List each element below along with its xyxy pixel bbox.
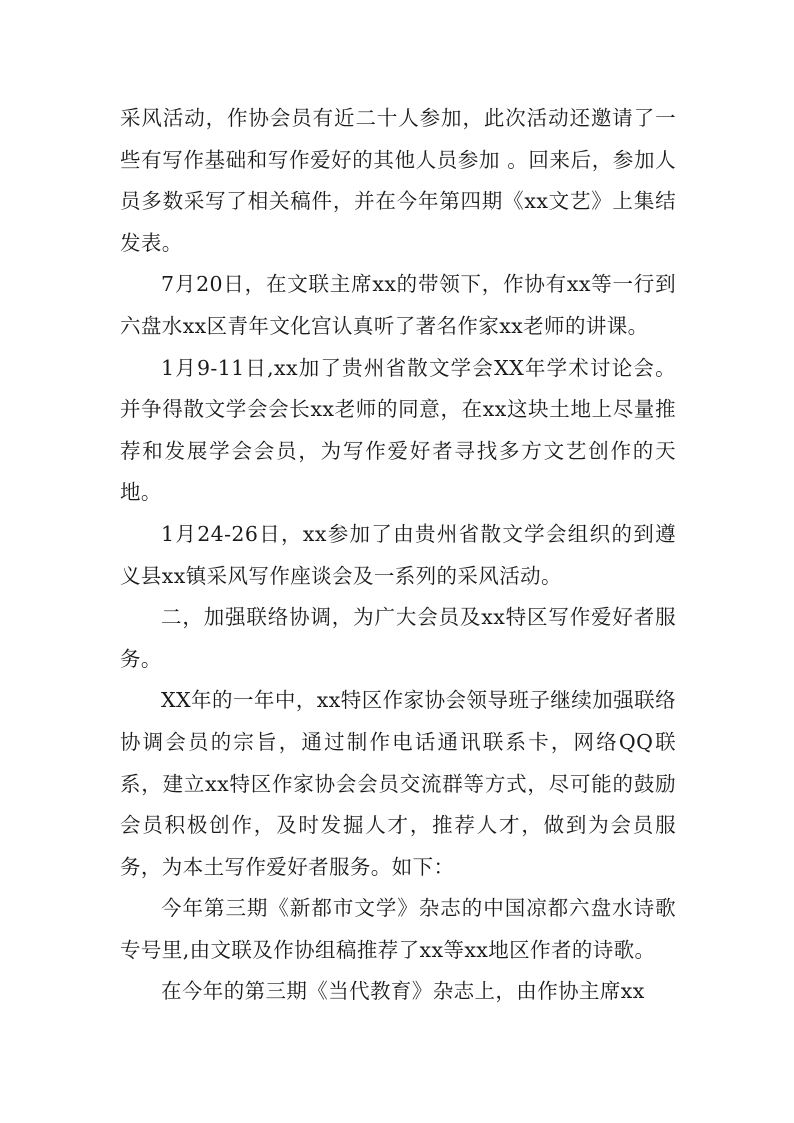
section-heading-two: 二，加强联络协调，为广大会员及xx特区写作爱好者服务。 — [120, 605, 676, 671]
paragraph-contemporary-education: 在今年的第三期《当代教育》杂志上，由作协主席xx — [161, 979, 645, 1004]
paragraph-july-20: 7月20日，在文联主席xx的带领下，作协有xx等一行到六盘水xx区青年文化宫认真听了著名作家xx老师的讲课。 — [120, 272, 676, 338]
document-body — [120, 98, 676, 1013]
paragraph-jan-9-11: 1月9-11日,xx加了贵州省散文学会XX年学术讨论会。并争得散文学会会长xx老师的同意，在xx这块土地上尽量推荐和发展学会会员，为写作爱好者寻找多方文艺创作的天地。 — [120, 355, 676, 505]
paragraph-jan-24-26: 1月24-26日，xx参加了由贵州省散文学会组织的到遵义县xx镇采风写作座谈会及一系列的采风活动。 — [120, 521, 676, 588]
paragraph-year-summary: XX年的一年中，xx特区作家协会领导班子继续加强联络协调会员的宗旨，通过制作电话通讯联系卡，网络QQ联系，建立xx特区作家协会会员交流群等方式，尽可能的鼓励会员积极创作，及时发掘人才，推荐人才，做到为会员服务，为本土写作爱好者服务。如下： — [120, 688, 676, 879]
paragraph-new-city-literature: 今年第三期《新都市文学》杂志的中国凉都六盘水诗歌专号里,由文联及作协组稿推荐了xx等xx地区作者的诗歌。 — [120, 896, 676, 962]
paragraph-continuation: 采风活动，作协会员有近二十人参加，此次活动还邀请了一些有写作基础和写作爱好的其他人员参加 。回来后，参加人员多数采写了相关稿件，并在今年第四期《xx文艺》上集结发表。 — [120, 106, 676, 255]
